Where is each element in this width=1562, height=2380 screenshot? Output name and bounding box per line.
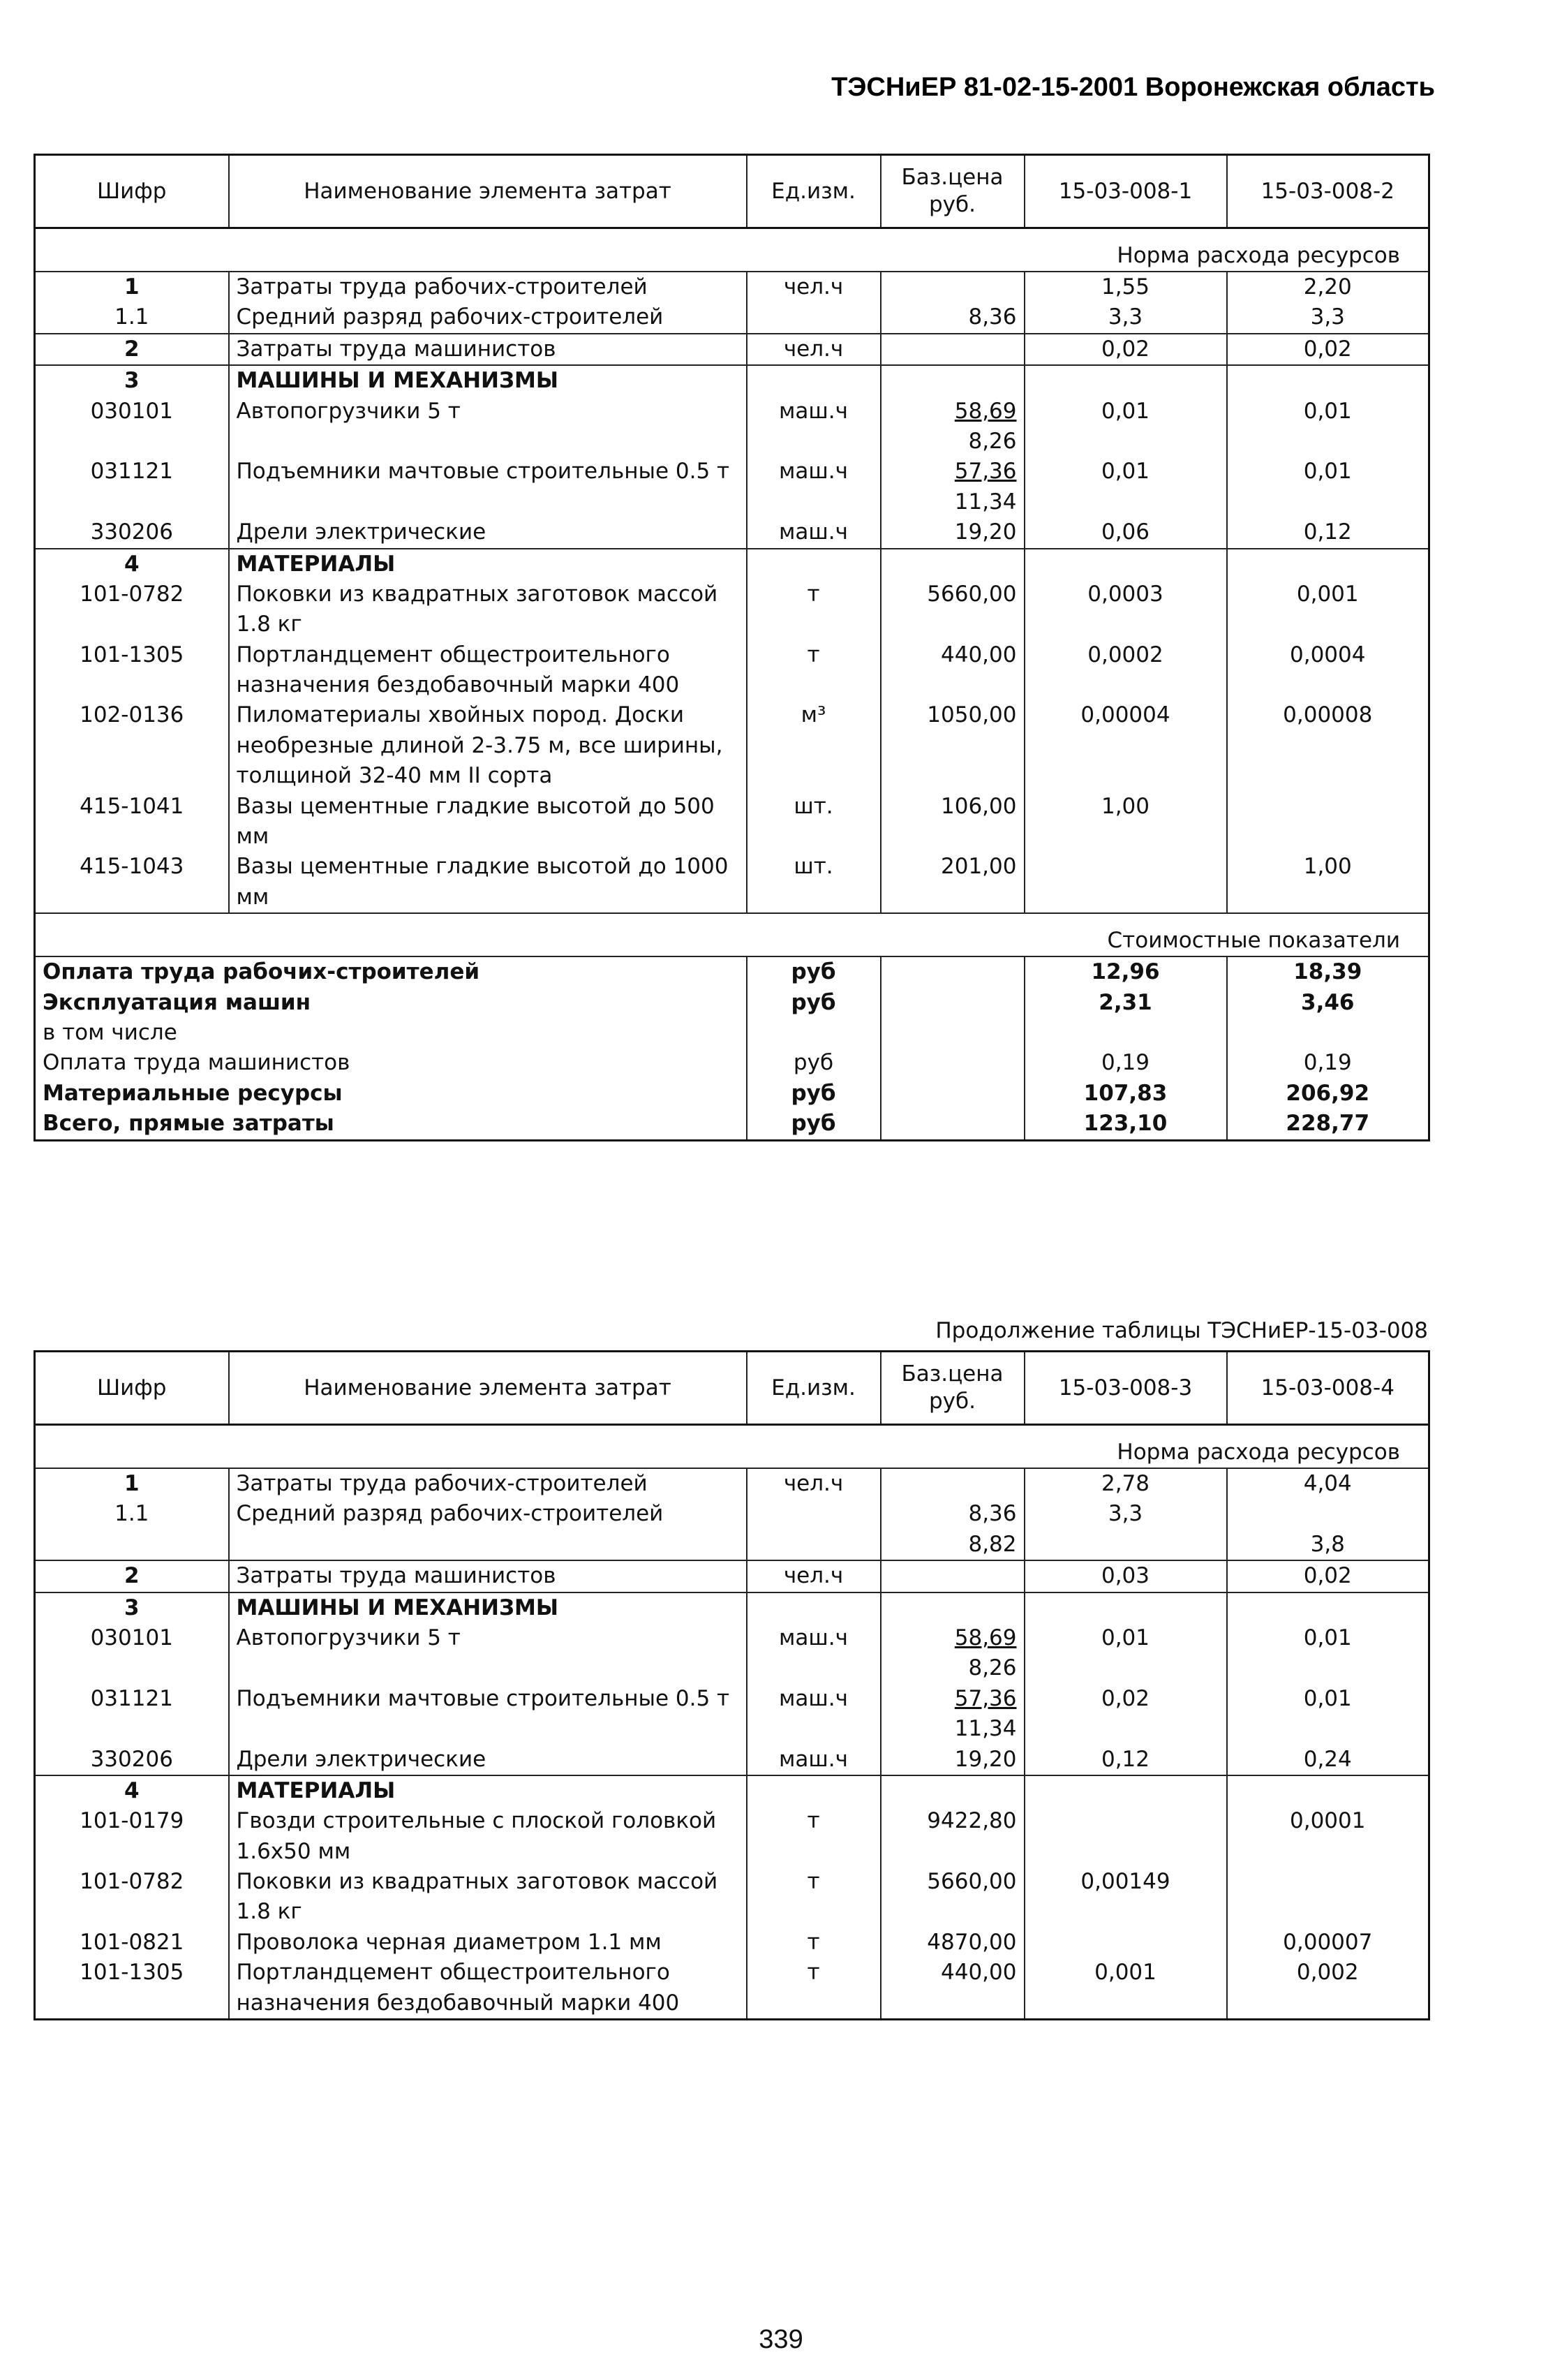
row-unit: шт. — [747, 852, 881, 913]
row-name: Автопогрузчики 5 т — [229, 1623, 747, 1684]
summary-label: в том числе — [43, 1019, 177, 1045]
col-header-code: Шифр — [35, 1352, 229, 1425]
row-value-a — [1025, 1928, 1227, 1958]
row-unit: чел.ч — [747, 1468, 881, 1499]
summary-unit: руб — [747, 1109, 881, 1140]
row-value-a: 3,3 — [1025, 1499, 1227, 1560]
section-row — [35, 549, 1429, 579]
summary-unit: руб — [747, 956, 881, 987]
row-code: 415-1043 — [35, 852, 229, 913]
row-price: 4870,00 — [881, 1928, 1025, 1958]
row-value-a: 0,06 — [1025, 517, 1227, 548]
row-price: 19,20 — [881, 1745, 1025, 1775]
summary-value-a: 107,83 — [1025, 1079, 1227, 1109]
row-unit: т — [747, 1806, 881, 1867]
table-row — [35, 852, 1429, 913]
section-title: МАТЕРИАЛЫ — [229, 1775, 747, 1806]
row-code: 101-1305 — [35, 640, 229, 701]
row-value-b: 3,3 — [1227, 302, 1429, 333]
row-price: 58,69 — [954, 398, 1017, 424]
row-value-a: 1,00 — [1025, 792, 1227, 852]
row-price: 201,00 — [881, 852, 1025, 913]
row-name: Портландцемент общестроительного назначения бездобавочный марки 400 — [229, 1958, 747, 2019]
row-price: 440,00 — [881, 640, 1025, 701]
row-price — [881, 272, 1025, 302]
row-unit: маш.ч — [747, 1623, 881, 1684]
row-name: Гвозди строительные с плоской головкой 1.6x50 мм — [229, 1806, 747, 1867]
row-code: 330206 — [35, 1745, 229, 1775]
summary-value-b: 0,19 — [1227, 1048, 1429, 1078]
summary-label: Оплата труда машинистов — [43, 1050, 350, 1076]
row-price — [881, 1560, 1025, 1592]
table-row — [35, 302, 1429, 333]
row-value-b: 0,0001 — [1227, 1806, 1429, 1867]
table-row — [35, 1958, 1429, 2019]
row-code: 1 — [35, 272, 229, 302]
table-row — [35, 517, 1429, 548]
row-unit: маш.ч — [747, 517, 881, 548]
row-name: Затраты труда рабочих-строителей — [229, 1468, 747, 1499]
row-price: 8,36 — [881, 302, 1025, 333]
row-value-a: 0,01 — [1025, 457, 1227, 517]
table-row — [35, 272, 1429, 302]
section-row — [35, 1592, 1429, 1623]
row-name: Подъемники мачтовые строительные 0.5 т — [229, 1684, 747, 1745]
row-unit: маш.ч — [747, 1745, 881, 1775]
row-value-a: 0,02 — [1025, 334, 1227, 365]
summary-value-a: 12,96 — [1025, 956, 1227, 987]
row-price-operator: 8,26 — [968, 1655, 1017, 1681]
row-name: Проволока черная диаметром 1.1 мм — [229, 1928, 747, 1958]
row-price: 57,36 — [954, 1685, 1017, 1711]
row-code: 1.1 — [35, 302, 229, 333]
row-value-b: 0,00007 — [1227, 1928, 1429, 1958]
col-header-code: Шифр — [35, 155, 229, 228]
section-title: МАШИНЫ И МЕХАНИЗМЫ — [229, 1592, 747, 1623]
table-row — [35, 1468, 1429, 1499]
table-row — [35, 1623, 1429, 1684]
row-value-b: 0,002 — [1227, 1958, 1429, 2019]
summary-value-b: 206,92 — [1227, 1079, 1429, 1109]
section-title: МАТЕРИАЛЫ — [229, 549, 747, 579]
table-row — [35, 1745, 1429, 1775]
row-name: Подъемники мачтовые строительные 0.5 т — [229, 457, 747, 517]
table-row — [35, 792, 1429, 852]
summary-row — [35, 988, 1429, 1018]
row-value-a: 0,02 — [1025, 1684, 1227, 1745]
row-name: Средний разряд рабочих-строителей — [229, 1499, 747, 1560]
row-value-b — [1227, 1867, 1429, 1928]
table-row — [35, 1928, 1429, 1958]
row-value-b: 0,12 — [1227, 517, 1429, 548]
row-value-a: 1,55 — [1025, 272, 1227, 302]
row-value-a: 0,03 — [1025, 1560, 1227, 1592]
row-name: Пиломатериалы хвойных пород. Доски необрезные длиной 2-3.75 м, все ширины, толщиной 32-40 мм II сорта — [229, 700, 747, 791]
row-name: Средний разряд рабочих-строителей — [229, 302, 747, 333]
row-code: 101-1305 — [35, 1958, 229, 2019]
row-price: 58,69 — [954, 1625, 1017, 1650]
summary-value-a: 0,19 — [1025, 1048, 1227, 1078]
summary-value-a: 2,31 — [1025, 988, 1227, 1018]
section-title: МАШИНЫ И МЕХАНИЗМЫ — [229, 365, 747, 396]
summary-row — [35, 1048, 1429, 1078]
resource-table-1 — [34, 154, 1430, 1141]
section-row — [35, 365, 1429, 396]
col-header-a: 15-03-008-1 — [1025, 155, 1227, 228]
row-code: 2 — [35, 1560, 229, 1592]
row-unit: чел.ч — [747, 272, 881, 302]
col-header-a: 15-03-008-3 — [1025, 1352, 1227, 1425]
page-header: ТЭСНиЕР 81-02-15-2001 Воронежская область — [831, 73, 1435, 102]
row-name: Портландцемент общестроительного назначения бездобавочный марки 400 — [229, 640, 747, 701]
row-price: 1050,00 — [881, 700, 1025, 791]
row-code: 1.1 — [35, 1499, 229, 1560]
col-header-unit: Ед.изм. — [747, 1352, 881, 1425]
row-value-b: 0,01 — [1227, 397, 1429, 457]
row-value-a: 0,001 — [1025, 1958, 1227, 2019]
row-code: 415-1041 — [35, 792, 229, 852]
row-price: 57,36 — [954, 459, 1017, 485]
table-row — [35, 1806, 1429, 1867]
table-row — [35, 1499, 1429, 1560]
col-header-name: Наименование элемента затрат — [229, 1352, 747, 1425]
summary-value-b: 18,39 — [1227, 956, 1429, 987]
row-name: Вазы цементные гладкие высотой до 500 мм — [229, 792, 747, 852]
row-value-a: 0,00149 — [1025, 1867, 1227, 1928]
summary-label: Всего, прямые затраты — [43, 1111, 334, 1137]
row-value-b: 1,00 — [1227, 852, 1429, 913]
table-header-row — [35, 1352, 1429, 1425]
summary-row — [35, 1079, 1429, 1109]
row-code: 102-0136 — [35, 700, 229, 791]
table-header-row — [35, 155, 1429, 228]
row-value-b: 0,01 — [1227, 457, 1429, 517]
summary-row — [35, 1018, 1429, 1048]
col-header-unit: Ед.изм. — [747, 155, 881, 228]
row-name: Поковки из квадратных заготовок массой 1.8 кг — [229, 1867, 747, 1928]
row-unit: т — [747, 1928, 881, 1958]
row-value-b: 0,0004 — [1227, 640, 1429, 701]
summary-value-b: 228,77 — [1227, 1109, 1429, 1140]
row-unit: т — [747, 1958, 881, 2019]
row-price: 9422,80 — [881, 1806, 1025, 1867]
row-code: 101-0179 — [35, 1806, 229, 1867]
row-price: 440,00 — [881, 1958, 1025, 2019]
row-value-a: 3,3 — [1025, 302, 1227, 333]
row-unit: маш.ч — [747, 1684, 881, 1745]
row-value-b: 0,24 — [1227, 1745, 1429, 1775]
row-value-b: 0,02 — [1227, 1560, 1429, 1592]
row-code: 030101 — [35, 1623, 229, 1684]
row-code: 4 — [35, 1775, 229, 1806]
row-code: 030101 — [35, 397, 229, 457]
row-value-a: 0,01 — [1025, 397, 1227, 457]
row-unit: маш.ч — [747, 397, 881, 457]
row-price — [881, 1468, 1025, 1499]
row-value-b: 4,04 — [1227, 1468, 1429, 1499]
row-code: 101-0821 — [35, 1928, 229, 1958]
row-unit: т — [747, 1867, 881, 1928]
row-value-b: 0,02 — [1227, 334, 1429, 365]
summary-label: Материальные ресурсы — [43, 1080, 343, 1106]
row-unit — [747, 1499, 881, 1560]
summary-unit: руб — [747, 988, 881, 1018]
row-name: Вазы цементные гладкие высотой до 1000 мм — [229, 852, 747, 913]
norm-label: Норма расхода ресурсов — [35, 228, 1429, 272]
row-code: 330206 — [35, 517, 229, 548]
row-unit: т — [747, 579, 881, 640]
resource-table-2 — [34, 1350, 1430, 2020]
row-price-alt: 8,82 — [968, 1531, 1017, 1557]
row-code: 031121 — [35, 1684, 229, 1745]
row-name: Поковки из квадратных заготовок массой 1.8 кг — [229, 579, 747, 640]
row-price: 5660,00 — [881, 579, 1025, 640]
row-value-b: 0,00008 — [1227, 700, 1429, 791]
row-unit: маш.ч — [747, 457, 881, 517]
row-value-a: 0,0003 — [1025, 579, 1227, 640]
col-header-b: 15-03-008-4 — [1227, 1352, 1429, 1425]
col-header-price: Баз.цена руб. — [881, 155, 1025, 228]
page-number: 339 — [759, 2325, 803, 2354]
summary-row — [35, 1109, 1429, 1140]
row-price: 8,36 — [968, 1501, 1017, 1527]
row-value-b: 0,01 — [1227, 1684, 1429, 1745]
row-code: 1 — [35, 1468, 229, 1499]
row-unit: т — [747, 640, 881, 701]
summary-label: Эксплуатация машин — [43, 989, 311, 1015]
table-row — [35, 579, 1429, 640]
row-name: Дрели электрические — [229, 517, 747, 548]
summary-unit: руб — [747, 1079, 881, 1109]
row-price — [881, 334, 1025, 365]
row-price: 106,00 — [881, 792, 1025, 852]
row-code: 3 — [35, 1592, 229, 1623]
row-code: 031121 — [35, 457, 229, 517]
row-code: 4 — [35, 549, 229, 579]
table-row — [35, 457, 1429, 517]
table-row — [35, 700, 1429, 791]
table-row — [35, 640, 1429, 701]
row-price-operator: 11,34 — [954, 1716, 1017, 1742]
summary-label: Оплата труда рабочих-строителей — [43, 959, 480, 985]
norm-label: Норма расхода ресурсов — [35, 1425, 1429, 1469]
table-row — [35, 1560, 1429, 1592]
col-header-price: Баз.цена руб. — [881, 1352, 1025, 1425]
row-price-operator: 11,34 — [954, 489, 1017, 515]
table-row — [35, 334, 1429, 365]
row-value-a: 2,78 — [1025, 1468, 1227, 1499]
col-header-name: Наименование элемента затрат — [229, 155, 747, 228]
row-value-b: 0,01 — [1227, 1623, 1429, 1684]
summary-unit: руб — [747, 1048, 881, 1078]
continuation-note: Продолжение таблицы ТЭСНиЕР-15-03-008 — [935, 1318, 1428, 1343]
row-unit: шт. — [747, 792, 881, 852]
row-value-a: 0,12 — [1025, 1745, 1227, 1775]
row-unit: чел.ч — [747, 1560, 881, 1592]
row-name: Затраты труда рабочих-строителей — [229, 272, 747, 302]
summary-row — [35, 956, 1429, 987]
section-row — [35, 1775, 1429, 1806]
row-price: 5660,00 — [881, 1867, 1025, 1928]
row-value-a — [1025, 1806, 1227, 1867]
col-header-b: 15-03-008-2 — [1227, 155, 1429, 228]
row-name: Автопогрузчики 5 т — [229, 397, 747, 457]
row-name: Дрели электрические — [229, 1745, 747, 1775]
summary-value-b: 3,46 — [1227, 988, 1429, 1018]
row-code: 101-0782 — [35, 1867, 229, 1928]
row-value-a — [1025, 852, 1227, 913]
row-value-a: 0,01 — [1025, 1623, 1227, 1684]
row-code: 3 — [35, 365, 229, 396]
row-name: Затраты труда машинистов — [229, 1560, 747, 1592]
row-code: 101-0782 — [35, 579, 229, 640]
row-price-operator: 8,26 — [968, 428, 1017, 454]
row-value-b: 2,20 — [1227, 272, 1429, 302]
row-unit — [747, 302, 881, 333]
table-row — [35, 1684, 1429, 1745]
row-value-b: 3,8 — [1227, 1499, 1429, 1560]
row-value-a: 0,0002 — [1025, 640, 1227, 701]
row-name: Затраты труда машинистов — [229, 334, 747, 365]
row-unit: чел.ч — [747, 334, 881, 365]
cost-label: Стоимостные показатели — [35, 913, 1429, 956]
row-price: 19,20 — [881, 517, 1025, 548]
row-value-b: 0,001 — [1227, 579, 1429, 640]
row-value-b — [1227, 792, 1429, 852]
row-unit: м³ — [747, 700, 881, 791]
row-code: 2 — [35, 334, 229, 365]
table-row — [35, 1867, 1429, 1928]
row-value-a: 0,00004 — [1025, 700, 1227, 791]
table-row — [35, 397, 1429, 457]
summary-value-a: 123,10 — [1025, 1109, 1227, 1140]
